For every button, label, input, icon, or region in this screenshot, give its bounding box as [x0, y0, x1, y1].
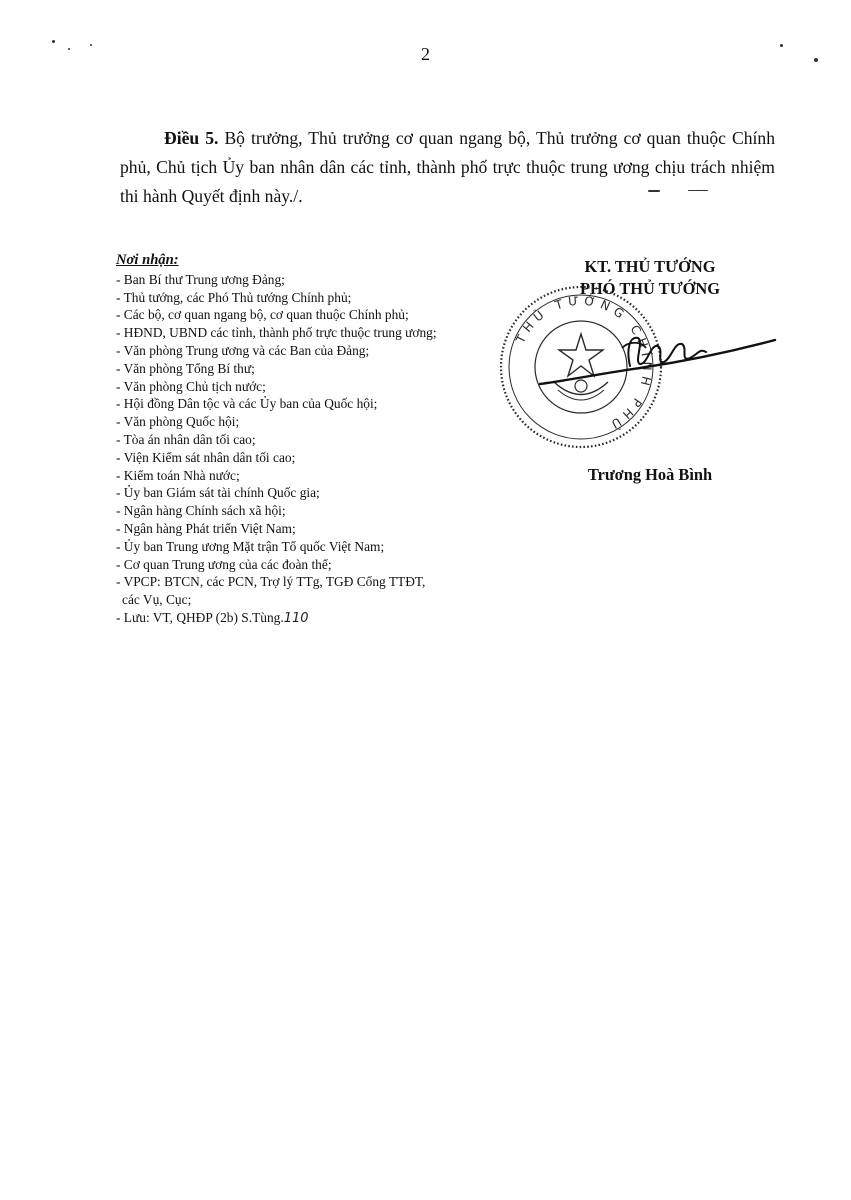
handwritten-count: 110 [283, 610, 309, 626]
scan-speck [52, 40, 55, 43]
recipient-item: - Tòa án nhân dân tối cao; [116, 431, 256, 447]
scan-speck [688, 190, 708, 191]
archive-text: - Lưu: VT, QHĐP (2b) S.Tùng. [116, 609, 284, 625]
recipient-item: - Kiểm toán Nhà nước; [116, 467, 240, 483]
recipients-list [116, 271, 496, 628]
recipient-item: - VPCP: BTCN, các PCN, Trợ lý TTg, TGĐ Cổng TTĐT, [116, 574, 426, 590]
article-text: Bộ trưởng, Thủ trưởng cơ quan ngang bộ, Thủ trưởng cơ quan thuộc Chính phủ, Chủ tịch Ủy ban nhân dân các tỉnh, thành phố trực thuộc trung ương chịu trách nhiệm thi hành Quyết định này./. [120, 128, 776, 206]
recipients-heading: Nơi nhận: [116, 252, 179, 268]
recipient-item: - Văn phòng Tổng Bí thư; [116, 360, 255, 376]
recipient-item: - Cơ quan Trung ương của các đoàn thể; [116, 556, 332, 572]
recipient-item: - Các bộ, cơ quan ngang bộ, cơ quan thuộc Chính phủ; [116, 307, 409, 323]
recipient-item: - Hội đồng Dân tộc và các Ủy ban của Quốc hội; [116, 396, 378, 412]
scan-speck [90, 44, 92, 46]
article-label: Điều 5. [164, 128, 219, 148]
recipient-item: - Văn phòng Chủ tịch nước; [116, 378, 266, 394]
scan-speck [68, 48, 70, 50]
scan-speck [814, 58, 818, 62]
signature-title-line1: KT. THỦ TƯỚNG [584, 257, 716, 276]
recipient-item: - Ngân hàng Phát triển Việt Nam; [116, 520, 296, 536]
recipient-item: - Văn phòng Quốc hội; [116, 414, 240, 430]
handwritten-signature [530, 318, 780, 398]
recipient-item: - Ủy ban Giám sát tài chính Quốc gia; [116, 485, 320, 501]
recipient-item: các Vụ, Cục; [122, 592, 192, 608]
scan-speck [648, 190, 660, 192]
recipient-item: - Ủy ban Trung ương Mặt trận Tổ quốc Việt Nam; [116, 538, 385, 554]
recipient-item: - Viện Kiểm sát nhân dân tối cao; [116, 449, 296, 465]
seal-text: THỦ TƯỚNG CHÍNH PHỦ [513, 293, 655, 434]
recipient-item: - Thủ tướng, các Phó Thủ tướng Chính phủ; [116, 289, 352, 305]
recipient-item: - Văn phòng Trung ương và các Ban của Đảng; [116, 342, 370, 358]
recipient-item: - Ngân hàng Chính sách xã hội; [116, 503, 286, 519]
scan-speck [780, 44, 783, 47]
recipients-block [116, 252, 496, 628]
recipient-item: - Ban Bí thư Trung ương Đảng; [116, 271, 285, 287]
signer-name: Trương Hoà Bình [587, 465, 713, 484]
signature-title-line2: PHÓ THỦ TƯỚNG [580, 279, 720, 298]
recipient-item: - HĐND, UBND các tỉnh, thành phố trực thuộc trung ương; [116, 325, 437, 341]
recipient-item-archive [116, 609, 496, 628]
page-number: 2 [421, 44, 430, 64]
article-5 [120, 124, 775, 211]
